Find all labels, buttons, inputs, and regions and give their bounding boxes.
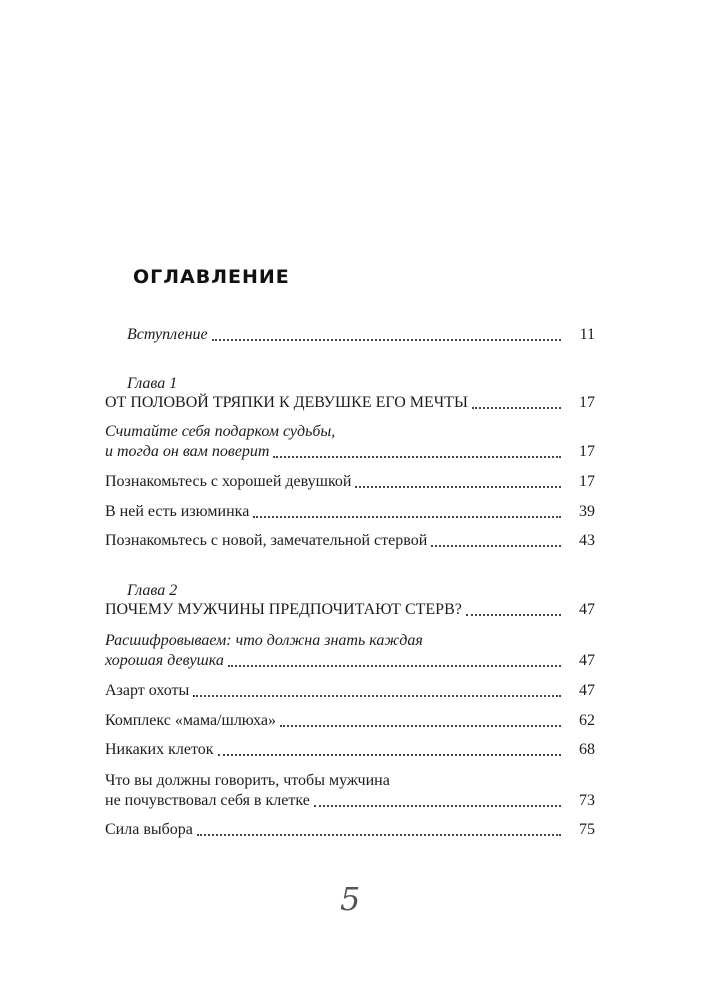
chapter-2-label: Глава 2: [127, 582, 178, 599]
toc-entry-intro[interactable]: [127, 325, 595, 345]
toc-entry[interactable]: [105, 740, 595, 760]
entry-page: 75: [579, 821, 595, 838]
toc-entry[interactable]: [105, 820, 595, 840]
entry-text: Познакомьтесь с новой, замечательной стервой: [105, 532, 428, 549]
dot-leader: [253, 506, 561, 518]
toc-entry[interactable]: [105, 502, 595, 522]
entry-page: 62: [579, 712, 595, 729]
dot-leader: [212, 329, 561, 341]
dot-leader: [472, 397, 561, 409]
entry-text: не почувствовал себя в клетке: [105, 792, 310, 809]
dot-leader: [466, 604, 561, 616]
entry-text: хорошая девушка: [105, 652, 224, 669]
dot-leader: [273, 446, 561, 458]
entry-text: ОТ ПОЛОВОЙ ТРЯПКИ К ДЕВУШКЕ ЕГО МЕЧТЫ: [105, 394, 468, 411]
entry-page: 47: [579, 682, 595, 699]
toc-entry[interactable]: [105, 472, 595, 492]
entry-text: Азарт охоты: [105, 682, 190, 699]
chapter-2-section-1-line-1: Расшифровываем: что должна знать каждая: [105, 632, 423, 649]
entry-text: Вступление: [127, 326, 208, 343]
entry-page: 17: [579, 473, 595, 490]
entry-text: Комплекс «мама/шлюха»: [105, 712, 277, 729]
page-number: 5: [340, 880, 361, 918]
dot-leader: [218, 744, 562, 756]
dot-leader: [314, 795, 561, 807]
dot-leader: [228, 655, 561, 667]
toc-entry-chapter-2-multi[interactable]: [105, 791, 595, 811]
dot-leader: [280, 715, 561, 727]
toc-title: ОГЛАВЛЕНИЕ: [133, 266, 290, 288]
dot-leader: [355, 476, 561, 488]
entry-text: Познакомьтесь с хорошей девушкой: [105, 473, 352, 490]
entry-text: В ней есть изюминка: [105, 503, 250, 520]
entry-page: 73: [579, 792, 595, 809]
toc-entry-chapter-2-section-1[interactable]: [105, 651, 595, 671]
entry-page: 47: [579, 652, 595, 669]
toc-entry[interactable]: [105, 711, 595, 731]
entry-page: 17: [579, 394, 595, 411]
entry-text: Сила выбора: [105, 821, 193, 838]
entry-page: 43: [579, 532, 595, 549]
toc-entry-chapter-1-section-1[interactable]: [105, 442, 595, 462]
entry-text: Никаких клеток: [105, 741, 214, 758]
dot-leader: [193, 685, 561, 697]
entry-text: и тогда он вам поверит: [105, 443, 270, 460]
dot-leader: [197, 824, 561, 836]
entry-page: 11: [579, 326, 595, 343]
toc-entry-chapter-1-title[interactable]: [105, 393, 595, 413]
entry-page: 39: [579, 503, 595, 520]
dot-leader: [431, 535, 561, 547]
entry-page: 68: [579, 741, 595, 758]
entry-page: 17: [579, 443, 595, 460]
toc-entry-chapter-2-title[interactable]: [105, 600, 595, 620]
entry-text: ПОЧЕМУ МУЖЧИНЫ ПРЕДПОЧИТАЮТ СТЕРВ?: [105, 601, 462, 618]
toc-entry[interactable]: [105, 531, 595, 551]
toc-entry[interactable]: [105, 681, 595, 701]
chapter-2-multi-line-1: Что вы должны говорить, чтобы мужчина: [105, 772, 390, 789]
entry-page: 47: [579, 601, 595, 618]
chapter-1-label: Глава 1: [127, 375, 178, 392]
chapter-1-section-1-line-1: Считайте себя подарком судьбы,: [105, 423, 336, 440]
